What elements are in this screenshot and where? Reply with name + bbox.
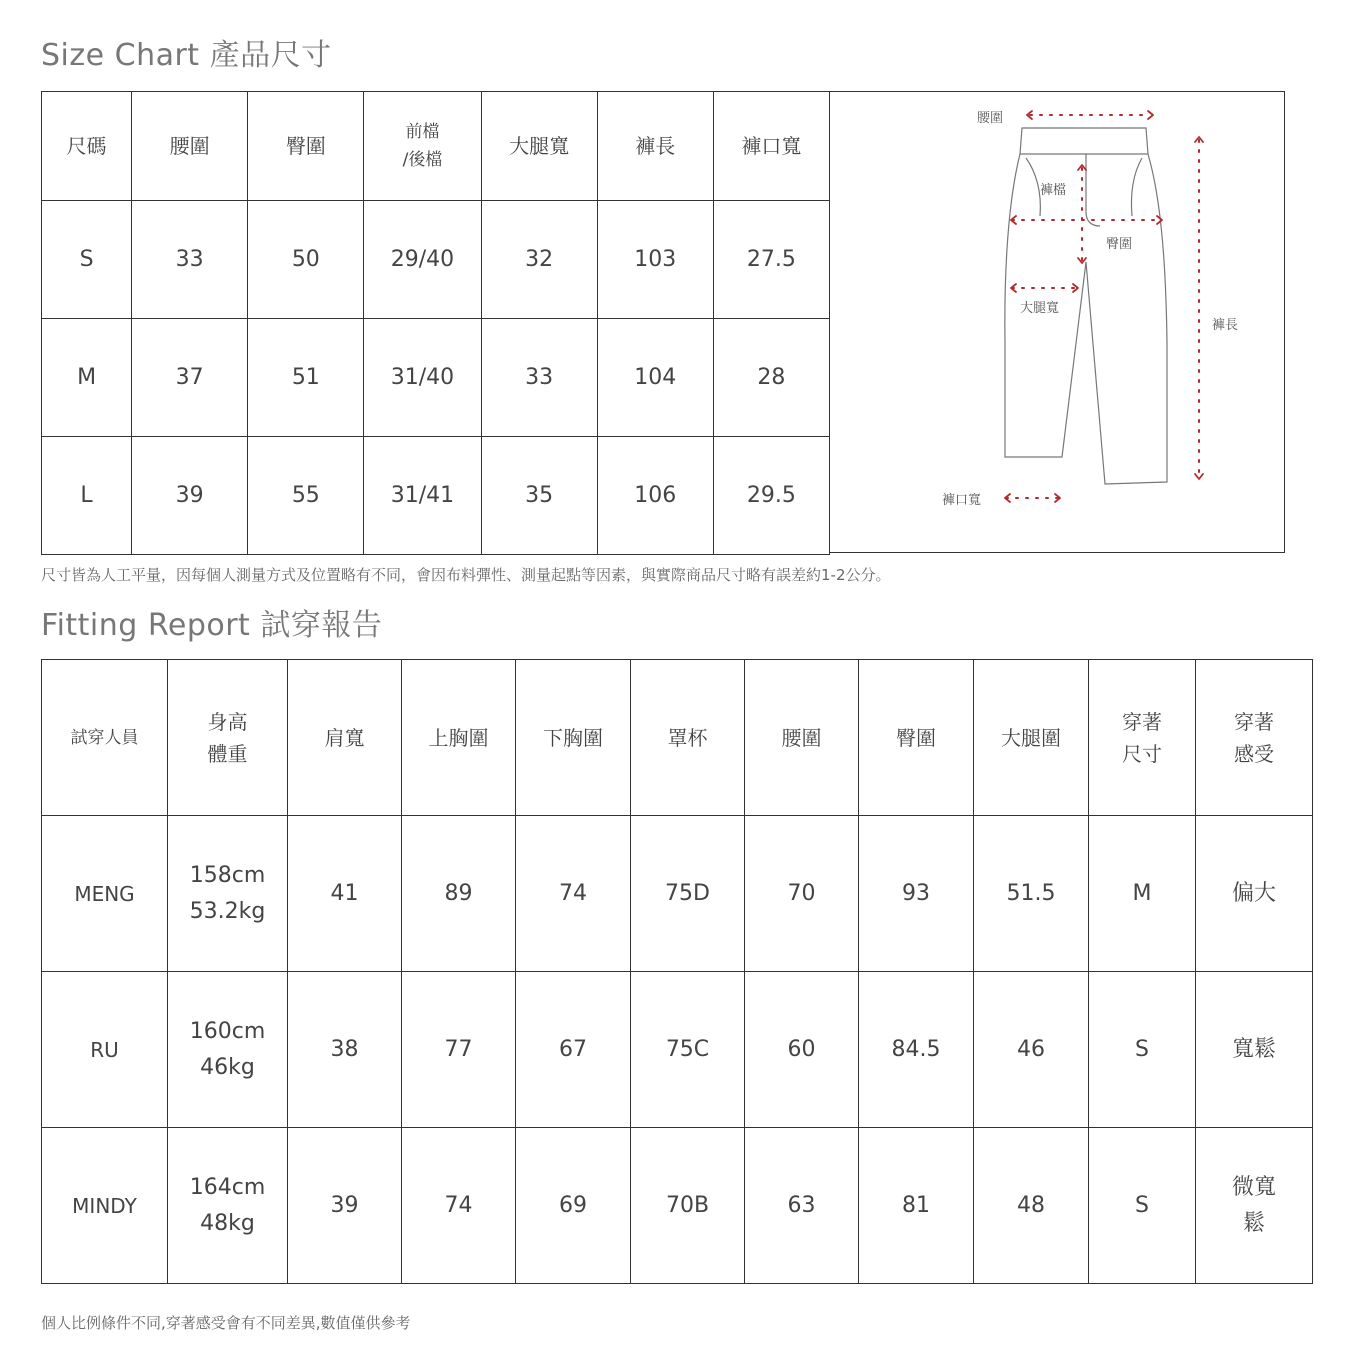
fitting-report-table bbox=[41, 659, 1313, 1284]
cell-thigh: 48 bbox=[974, 1128, 1089, 1284]
size-chart-header-row bbox=[42, 92, 830, 201]
header-rise bbox=[364, 92, 481, 201]
cell-under-bust: 67 bbox=[516, 972, 631, 1128]
cell-length: 106 bbox=[597, 437, 713, 555]
cell-hem: 28 bbox=[713, 319, 829, 437]
cell-cup: 75C bbox=[631, 972, 745, 1128]
table-row bbox=[42, 972, 1313, 1128]
table-row bbox=[42, 201, 830, 319]
cell-size: S bbox=[42, 201, 132, 319]
table-row bbox=[42, 1128, 1313, 1284]
cell-shoulder: 41 bbox=[288, 816, 402, 972]
label-hem: 褲口寬 bbox=[942, 493, 982, 508]
cell-waist: 37 bbox=[132, 319, 248, 437]
cell-upper-bust: 77 bbox=[402, 972, 516, 1128]
cell-feel-line1: 微寬 bbox=[1231, 1174, 1276, 1200]
header-size-worn bbox=[1089, 660, 1196, 816]
fitting-header-row bbox=[42, 660, 1313, 816]
cell-tester: MENG bbox=[42, 816, 168, 972]
header-height: 身高 bbox=[207, 709, 248, 734]
cell-rise: 31/41 bbox=[364, 437, 481, 555]
header-weight: 體重 bbox=[207, 741, 248, 766]
cell-waist: 33 bbox=[132, 201, 248, 319]
header-waist: 腰圍 bbox=[745, 660, 859, 816]
label-hip: 臀圍 bbox=[1106, 237, 1133, 252]
cell-hip: 55 bbox=[248, 437, 364, 555]
size-chart-title: Size Chart 產品尺寸 bbox=[41, 38, 332, 73]
header-size: 尺碼 bbox=[42, 92, 132, 201]
cell-thigh: 51.5 bbox=[974, 816, 1089, 972]
cell-height: 160cm bbox=[189, 1018, 266, 1044]
cell-height-weight bbox=[168, 1128, 288, 1284]
cell-size-worn: M bbox=[1089, 816, 1196, 972]
cell-shoulder: 38 bbox=[288, 972, 402, 1128]
cell-hip: 51 bbox=[248, 319, 364, 437]
cell-under-bust: 69 bbox=[516, 1128, 631, 1284]
cell-height-weight bbox=[168, 816, 288, 972]
cell-feel bbox=[1196, 972, 1313, 1128]
header-hem: 褲口寬 bbox=[713, 92, 829, 201]
header-under-bust: 下胸圍 bbox=[516, 660, 631, 816]
header-upper-bust: 上胸圍 bbox=[402, 660, 516, 816]
label-thigh: 大腿寬 bbox=[1020, 301, 1060, 316]
cell-thigh: 32 bbox=[481, 201, 597, 319]
header-rise-line2: /後檔 bbox=[402, 150, 443, 170]
cell-feel-line1: 寬鬆 bbox=[1231, 1036, 1276, 1062]
cell-weight: 46kg bbox=[200, 1054, 255, 1080]
cell-height: 158cm bbox=[189, 862, 266, 888]
cell-size-worn: S bbox=[1089, 1128, 1196, 1284]
cell-upper-bust: 74 bbox=[402, 1128, 516, 1284]
cell-cup: 75D bbox=[631, 816, 745, 972]
cell-shoulder: 39 bbox=[288, 1128, 402, 1284]
size-chart-note: 尺寸皆為人工平量，因每個人測量方式及位置略有不同，會因布料彈性、測量起點等因素，與實際商品尺寸略有誤差約1-2公分。 bbox=[41, 566, 891, 584]
header-height-weight bbox=[168, 660, 288, 816]
header-length: 褲長 bbox=[597, 92, 713, 201]
cell-tester: MINDY bbox=[42, 1128, 168, 1284]
cell-feel-line1: 偏大 bbox=[1231, 880, 1276, 906]
table-row bbox=[42, 816, 1313, 972]
header-cup: 罩杯 bbox=[631, 660, 745, 816]
cell-height: 164cm bbox=[189, 1174, 266, 1200]
cell-feel bbox=[1196, 816, 1313, 972]
label-length: 褲長 bbox=[1212, 318, 1239, 333]
header-feel-line1: 穿著 bbox=[1234, 709, 1274, 734]
fitting-report-note: 個人比例條件不同,穿著感受會有不同差異,數值僅供參考 bbox=[41, 1314, 411, 1332]
cell-size: M bbox=[42, 319, 132, 437]
fitting-report-title: Fitting Report 試穿報告 bbox=[41, 608, 383, 643]
cell-weight: 53.2kg bbox=[189, 898, 266, 924]
header-shoulder: 肩寬 bbox=[288, 660, 402, 816]
header-rise-line1: 前檔 bbox=[405, 122, 440, 142]
cell-height-weight bbox=[168, 972, 288, 1128]
cell-hem: 29.5 bbox=[713, 437, 829, 555]
header-feel bbox=[1196, 660, 1313, 816]
cell-waist: 70 bbox=[745, 816, 859, 972]
cell-size: L bbox=[42, 437, 132, 555]
header-tester: 試穿人員 bbox=[42, 660, 168, 816]
header-feel-line2: 感受 bbox=[1234, 741, 1274, 766]
cell-size-worn: S bbox=[1089, 972, 1196, 1128]
cell-hip: 81 bbox=[859, 1128, 974, 1284]
cell-waist: 39 bbox=[132, 437, 248, 555]
label-rise: 褲檔 bbox=[1040, 183, 1067, 198]
header-size-worn-line1: 穿著 bbox=[1122, 709, 1162, 734]
header-hip: 臀圍 bbox=[859, 660, 974, 816]
cell-thigh: 35 bbox=[481, 437, 597, 555]
table-row bbox=[42, 319, 830, 437]
header-size-worn-line2: 尺寸 bbox=[1122, 741, 1162, 766]
cell-length: 104 bbox=[597, 319, 713, 437]
cell-waist: 63 bbox=[745, 1128, 859, 1284]
header-waist: 腰圍 bbox=[132, 92, 248, 201]
cell-upper-bust: 89 bbox=[402, 816, 516, 972]
pants-measurement-diagram bbox=[829, 91, 1285, 553]
cell-hip: 93 bbox=[859, 816, 974, 972]
cell-rise: 31/40 bbox=[364, 319, 481, 437]
cell-cup: 70B bbox=[631, 1128, 745, 1284]
cell-thigh: 46 bbox=[974, 972, 1089, 1128]
header-thigh: 大腿寬 bbox=[481, 92, 597, 201]
cell-thigh: 33 bbox=[481, 319, 597, 437]
cell-weight: 48kg bbox=[200, 1210, 255, 1236]
cell-waist: 60 bbox=[745, 972, 859, 1128]
cell-tester: RU bbox=[42, 972, 168, 1128]
cell-hem: 27.5 bbox=[713, 201, 829, 319]
header-thigh: 大腿圍 bbox=[974, 660, 1089, 816]
label-waist: 腰圍 bbox=[977, 111, 1004, 126]
cell-rise: 29/40 bbox=[364, 201, 481, 319]
table-row bbox=[42, 437, 830, 555]
cell-hip: 50 bbox=[248, 201, 364, 319]
cell-hip: 84.5 bbox=[859, 972, 974, 1128]
header-hip: 臀圍 bbox=[248, 92, 364, 201]
cell-under-bust: 74 bbox=[516, 816, 631, 972]
cell-feel-line2: 鬆 bbox=[1242, 1210, 1265, 1236]
cell-feel bbox=[1196, 1128, 1313, 1284]
size-chart-table bbox=[41, 91, 830, 555]
cell-length: 103 bbox=[597, 201, 713, 319]
